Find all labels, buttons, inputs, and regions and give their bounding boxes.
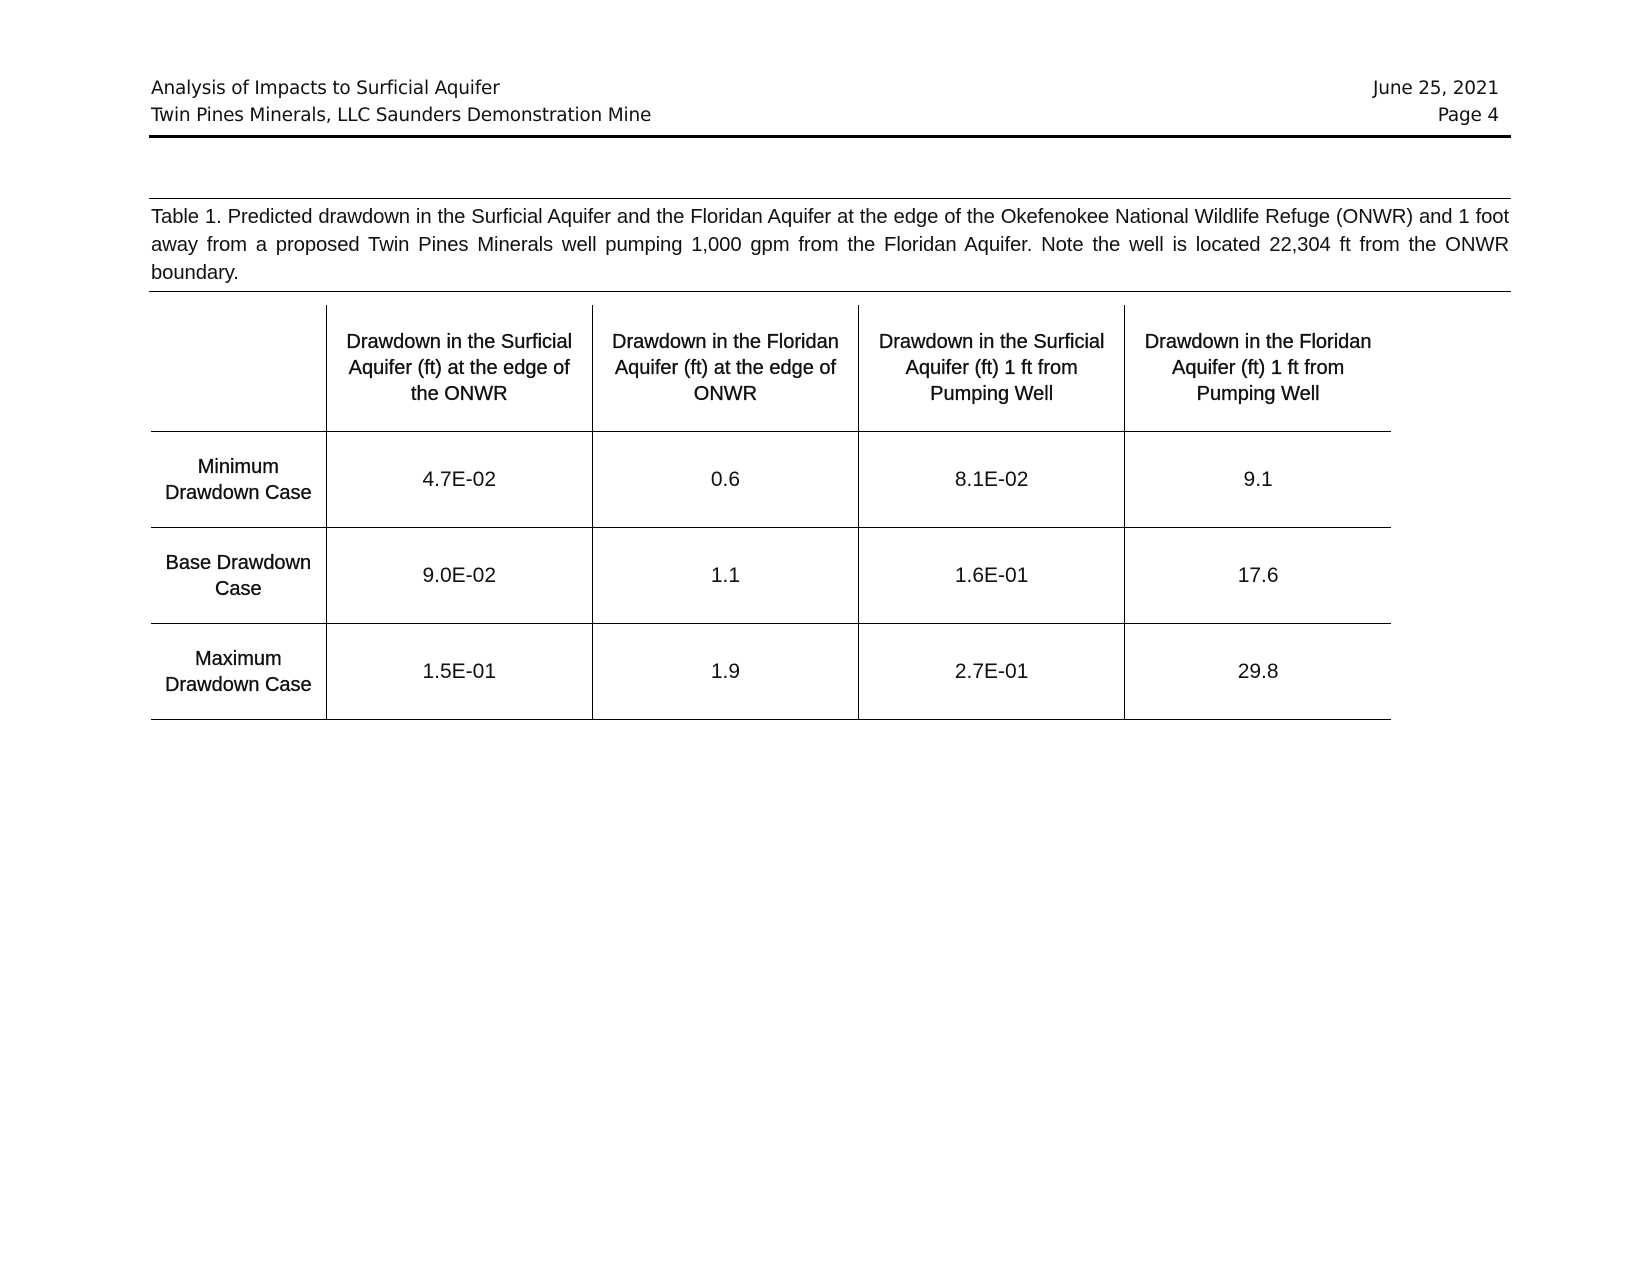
table-row: [151, 624, 1391, 720]
table-cell: 1.5E-01: [326, 624, 592, 720]
drawdown-table: [151, 305, 1391, 720]
column-header: Drawdown in the Surficial Aquifer (ft) at the edge of the ONWR: [326, 305, 592, 432]
table-row: [151, 528, 1391, 624]
header-right: [1373, 75, 1499, 129]
header-left: [151, 75, 651, 129]
table-corner-cell: [151, 305, 326, 432]
table-header-row: [151, 305, 1391, 432]
column-header: Drawdown in the Floridan Aquifer (ft) at the edge of ONWR: [592, 305, 858, 432]
page-number: Page 4: [1437, 105, 1499, 126]
table-cell: 2.7E-01: [859, 624, 1125, 720]
project-name: Twin Pines Minerals, LLC Saunders Demonstration Mine: [151, 105, 652, 126]
column-header: Drawdown in the Floridan Aquifer (ft) 1 ft from Pumping Well: [1125, 305, 1391, 432]
page-header: [149, 73, 1511, 138]
document-title: Analysis of Impacts to Surficial Aquifer: [151, 78, 500, 99]
table-cell: 9.1: [1125, 432, 1391, 528]
table-cell: 29.8: [1125, 624, 1391, 720]
table-cell: 9.0E-02: [326, 528, 592, 624]
table-caption: Table 1. Predicted drawdown in the Surficial Aquifer and the Floridan Aquifer at the edge of the Okefenokee National Wildlife Refuge (ONWR) and 1 foot away from a proposed Twin Pines Minerals well pumping 1,000 gpm from the Floridan Aquifer. Note the well is located 22,304 ft from the ONWR boundary.: [149, 198, 1511, 292]
table-cell: 17.6: [1125, 528, 1391, 624]
table-cell: 0.6: [592, 432, 858, 528]
table-cell: 1.1: [592, 528, 858, 624]
table-cell: 1.6E-01: [859, 528, 1125, 624]
table-row: [151, 432, 1391, 528]
table-cell: 4.7E-02: [326, 432, 592, 528]
table-cell: 1.9: [592, 624, 858, 720]
document-date: June 25, 2021: [1373, 78, 1499, 99]
row-header: Base Drawdown Case: [151, 528, 326, 624]
row-header: Maximum Drawdown Case: [151, 624, 326, 720]
column-header: Drawdown in the Surficial Aquifer (ft) 1 ft from Pumping Well: [859, 305, 1125, 432]
table-cell: 8.1E-02: [859, 432, 1125, 528]
row-header: Minimum Drawdown Case: [151, 432, 326, 528]
